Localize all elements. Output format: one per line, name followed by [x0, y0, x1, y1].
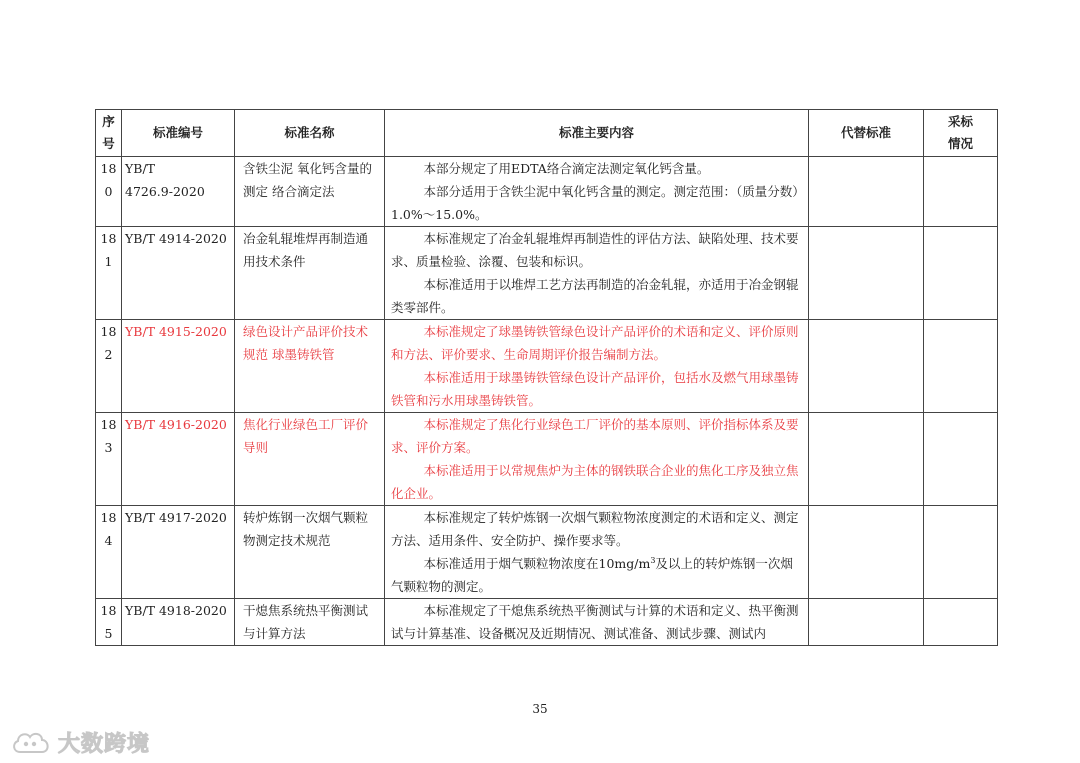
content-paragraph: 本标准规定了球墨铸铁管绿色设计产品评价的术语和定义、评价原则和方法、评价要求、生命周期评价报告编制方法。 — [391, 324, 799, 362]
row-code — [122, 157, 235, 227]
row-content — [385, 157, 809, 227]
watermark — [10, 726, 150, 758]
row-seq: 181 — [96, 227, 122, 320]
row-content — [385, 599, 809, 646]
row-replace — [809, 227, 924, 320]
header-seq — [96, 110, 122, 157]
row-code: YB/T 4916-2020 — [122, 413, 235, 506]
standards-table — [95, 109, 998, 646]
row-content — [385, 413, 809, 506]
header-adopt — [924, 110, 998, 157]
table-row-highlighted — [96, 320, 998, 413]
content-paragraph: 本标准规定了焦化行业绿色工厂评价的基本原则、评价指标体系及要求、评价方案。 — [391, 417, 799, 455]
row-seq: 182 — [96, 320, 122, 413]
header-seq-line-2: 号 — [102, 136, 115, 151]
row-code-line: 4726.9-2020 — [125, 184, 205, 199]
table-row — [96, 599, 998, 646]
superscript: 3 — [650, 555, 656, 565]
row-replace — [809, 599, 924, 646]
table-row — [96, 157, 998, 227]
row-adopt — [924, 413, 998, 506]
row-adopt — [924, 320, 998, 413]
row-adopt — [924, 599, 998, 646]
row-adopt — [924, 157, 998, 227]
row-replace — [809, 413, 924, 506]
header-content: 标准主要内容 — [385, 110, 809, 157]
content-paragraph: 本标准规定了转炉炼钢一次烟气颗粒物浓度测定的术语和定义、测定方法、适用条件、安全防护、操作要求等。 — [391, 510, 799, 548]
row-replace — [809, 320, 924, 413]
row-replace — [809, 506, 924, 599]
row-adopt — [924, 506, 998, 599]
content-paragraph: 本标准适用于以堆焊工艺方法再制造的冶金轧辊，亦适用于冶金钢辊类零部件。 — [391, 277, 799, 315]
header-code: 标准编号 — [122, 110, 235, 157]
content-text: 及以上的转炉炼钢一次烟气颗粒物的测定。 — [391, 556, 793, 594]
header-name: 标准名称 — [235, 110, 385, 157]
row-code: YB/T 4915-2020 — [122, 320, 235, 413]
row-adopt — [924, 227, 998, 320]
row-code: YB/T 4917-2020 — [122, 506, 235, 599]
table-row-highlighted — [96, 413, 998, 506]
content-paragraph: 本标准适用于以常规焦炉为主体的钢铁联合企业的焦化工序及独立焦化企业。 — [391, 463, 799, 501]
row-seq: 183 — [96, 413, 122, 506]
row-content — [385, 227, 809, 320]
content-paragraph: 本标准适用于球墨铸铁管绿色设计产品评价，包括水及燃气用球墨铸铁管和污水用球墨铸铁管。 — [391, 370, 799, 408]
cloud-logo-icon — [10, 728, 52, 756]
row-seq: 184 — [96, 506, 122, 599]
table-row — [96, 506, 998, 599]
row-replace — [809, 157, 924, 227]
row-code: YB/T 4914-2020 — [122, 227, 235, 320]
row-seq: 185 — [96, 599, 122, 646]
table-row — [96, 227, 998, 320]
row-content — [385, 320, 809, 413]
row-seq: 180 — [96, 157, 122, 227]
content-paragraph — [391, 552, 802, 598]
row-name: 干熄焦系统热平衡测试与计算方法 — [235, 599, 385, 646]
header-replace: 代替标准 — [809, 110, 924, 157]
content-text: 本标准适用于烟气颗粒物浓度在10mg/m — [423, 556, 651, 571]
content-paragraph: 本标准规定了干熄焦系统热平衡测试与计算的术语和定义、热平衡测试与计算基准、设备概况及近期情况、测试准备、测试步骤、测试内 — [391, 603, 799, 641]
row-content — [385, 506, 809, 599]
row-name: 焦化行业绿色工厂评价导则 — [235, 413, 385, 506]
table-header-row — [96, 110, 998, 157]
header-adopt-line-2: 情况 — [947, 136, 973, 151]
page-number: 35 — [532, 702, 548, 716]
content-paragraph: 本部分适用于含铁尘泥中氧化钙含量的测定。测定范围：（质量分数）1.0%～15.0%。 — [391, 184, 799, 222]
content-paragraph: 本部分规定了用EDTA络合滴定法测定氧化钙含量。 — [423, 161, 710, 176]
row-name: 转炉炼钢一次烟气颗粒物测定技术规范 — [235, 506, 385, 599]
row-code-line: YB/T — [125, 161, 155, 176]
row-name: 绿色设计产品评价技术规范 球墨铸铁管 — [235, 320, 385, 413]
row-name: 含铁尘泥 氧化钙含量的测定 络合滴定法 — [235, 157, 385, 227]
row-code: YB/T 4918-2020 — [122, 599, 235, 646]
row-name: 冶金轧辊堆焊再制造通用技术条件 — [235, 227, 385, 320]
header-adopt-line-1: 采标 — [947, 114, 973, 129]
header-seq-line-1: 序 — [102, 114, 115, 129]
watermark-text: 大数跨境 — [58, 731, 151, 757]
content-paragraph: 本标准规定了冶金轧辊堆焊再制造性的评估方法、缺陷处理、技术要求、质量检验、涂覆、包装和标识。 — [391, 231, 799, 269]
